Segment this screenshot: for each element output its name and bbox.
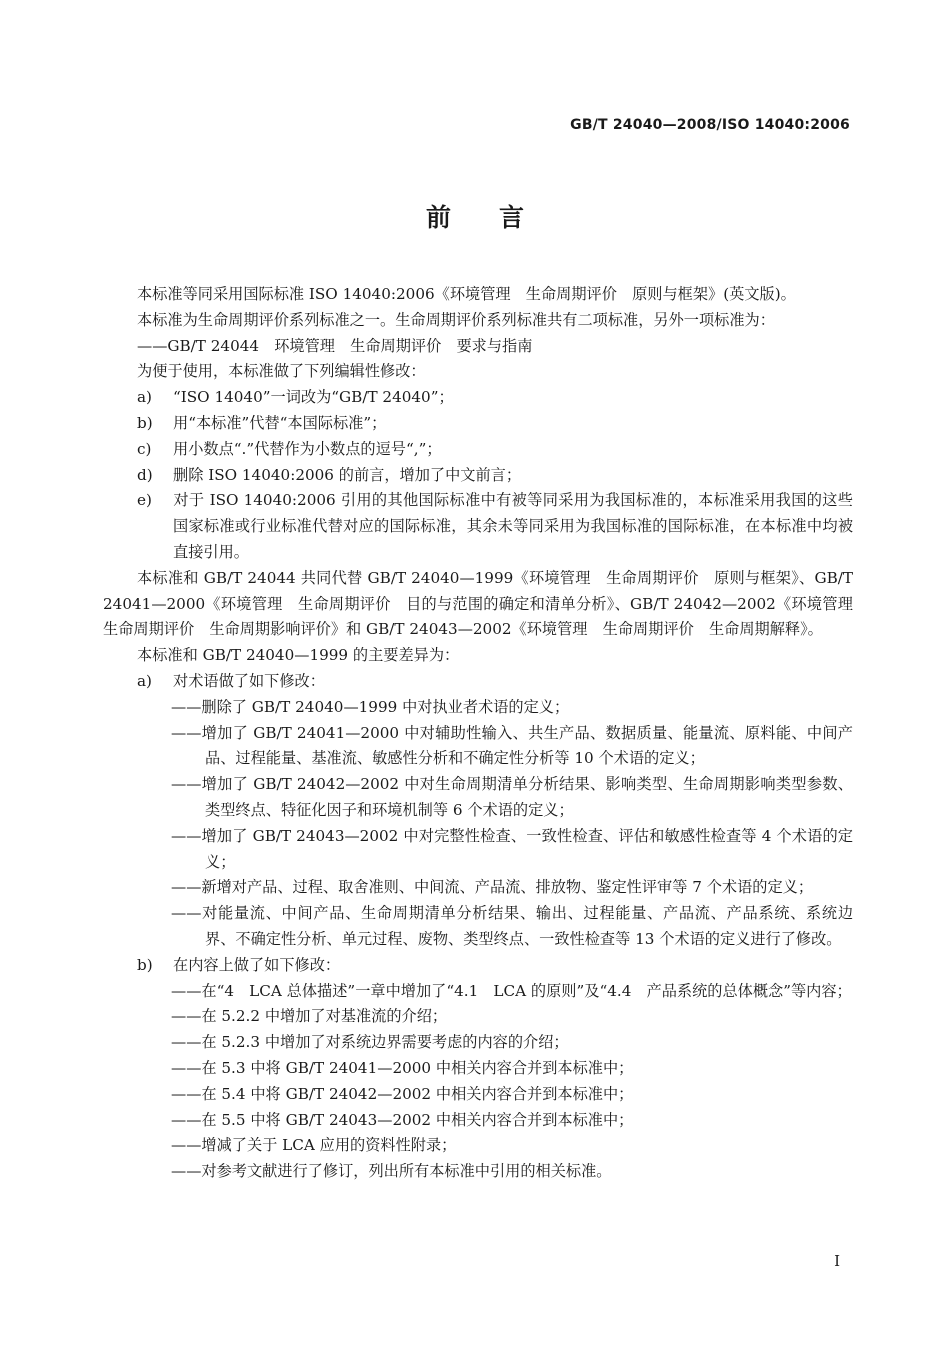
item-label: b) xyxy=(137,413,153,432)
difference-item-b xyxy=(103,953,853,979)
item-text: 对于 ISO 14040:2006 引用的其他国际标准中有被等同采用为我国标准的，本标准采用我国的这些国家标准或行业标准代替对应的国际标准，其余未等同采用为我国标准的国际标准，在本标准中均被直接引用。 xyxy=(173,491,853,561)
paragraph-adoption: 本标准等同采用国际标准 ISO 14040:2006《环境管理 生命周期评价 原则与框架》(英文版)。 xyxy=(137,285,796,303)
edit-item xyxy=(103,411,853,437)
content-change-item: ——在 5.2.3 中增加了对系统边界需要考虑的内容的介绍； xyxy=(171,1033,569,1052)
term-change-item: ——对能量流、中间产品、生命周期清单分析结果、输出、过程能量、产品流、产品系统、系统边界、不确定性分析、单元过程、废物、类型终点、一致性检查等 13 个术语的定义进行了修改。 xyxy=(171,904,853,948)
item-text: 在内容上做了如下修改： xyxy=(173,955,341,974)
item-text: 对术语做了如下修改： xyxy=(173,671,325,690)
paragraph-related-standard: ——GB/T 24044 环境管理 生命周期评价 要求与指南 xyxy=(137,336,533,355)
preface-body xyxy=(103,282,869,1185)
item-label: e) xyxy=(137,491,152,510)
paragraph-differences-intro: 本标准和 GB/T 24040—1999 的主要差异为： xyxy=(137,646,460,665)
standard-number-header: GB/T 24040—2008/ISO 14040:2006 xyxy=(570,117,850,133)
content-change-item: ——在“4 LCA 总体描述”一章中增加了“4.1 LCA 的原则”及“4.4 产品系统的总体概念”等内容； xyxy=(171,981,852,1000)
item-label: d) xyxy=(137,465,153,484)
difference-item-a xyxy=(103,669,853,695)
paragraph-series: 本标准为生命周期评价系列标准之一。生命周期评价系列标准共有二项标准，另外一项标准为： xyxy=(137,310,775,329)
page-number: I xyxy=(834,1252,840,1270)
content-change-item: ——在 5.4 中将 GB/T 24042—2002 中相关内容合并到本标准中； xyxy=(171,1084,634,1103)
item-label: c) xyxy=(137,439,152,458)
title-char-1: 前 xyxy=(425,203,451,232)
content-change-item: ——对参考文献进行了修订，列出所有本标准中引用的相关标准。 xyxy=(171,1162,612,1181)
content-change-item: ——增减了关于 LCA 应用的资料性附录； xyxy=(171,1136,457,1155)
item-text: 删除 ISO 14040:2006 的前言，增加了中文前言； xyxy=(173,465,522,484)
content-change-item: ——在 5.3 中将 GB/T 24041—2000 中相关内容合并到本标准中； xyxy=(171,1058,634,1077)
item-text: 用“本标准”代替“本国际标准”； xyxy=(173,413,387,432)
term-change-item: ——删除了 GB/T 24040—1999 中对执业者术语的定义； xyxy=(171,697,570,716)
item-text: “ISO 14040”一词改为“GB/T 24040”； xyxy=(173,388,454,407)
paragraph-replaces: 本标准和 GB/T 24044 共同代替 GB/T 24040—1999《环境管理 生命周期评价 原则与框架》、GB/T 24041—2000《环境管理 生命周期评价 目的与范围的确定和清单分析》、GB/T 24042—2002《环境管理 生命周期评价 生命周期影响评价》和 GB/T 24043—2002《环境管理 生命周期评价 生命周期解释》。 xyxy=(103,568,869,639)
edit-item xyxy=(103,385,853,411)
title-char-2: 言 xyxy=(499,203,525,232)
content-change-item: ——在 5.5 中将 GB/T 24043—2002 中相关内容合并到本标准中； xyxy=(171,1110,634,1129)
page-title xyxy=(0,198,950,234)
item-text: 用小数点“.”代替作为小数点的逗号“,”； xyxy=(173,439,442,458)
term-change-item: ——增加了 GB/T 24042—2002 中对生命周期清单分析结果、影响类型、生命周期影响类型参数、类型终点、特征化因子和环境机制等 6 个术语的定义； xyxy=(171,775,853,819)
term-change-item: ——增加了 GB/T 24043—2002 中对完整性检查、一致性检查、评估和敏感性检查等 4 个术语的定义； xyxy=(171,826,853,871)
item-label: a) xyxy=(137,388,152,407)
item-label: b) xyxy=(137,955,153,974)
term-change-item: ——增加了 GB/T 24041—2000 中对辅助性输入、共生产品、数据质量、能量流、原料能、中间产品、过程能量、基准流、敏感性分析和不确定性分析等 10 个术语的定义； xyxy=(171,723,853,768)
term-change-item: ——新增对产品、过程、取舍准则、中间流、产品流、排放物、鉴定性评审等 7 个术语的定义； xyxy=(171,878,814,897)
item-label: a) xyxy=(137,671,152,690)
paragraph-edits-intro: 为便于使用，本标准做了下列编辑性修改： xyxy=(137,362,426,381)
edit-item xyxy=(103,437,853,463)
content-change-item: ——在 5.2.2 中增加了对基准流的介绍； xyxy=(171,1007,448,1026)
edit-item xyxy=(103,463,853,489)
edit-item xyxy=(103,488,853,565)
